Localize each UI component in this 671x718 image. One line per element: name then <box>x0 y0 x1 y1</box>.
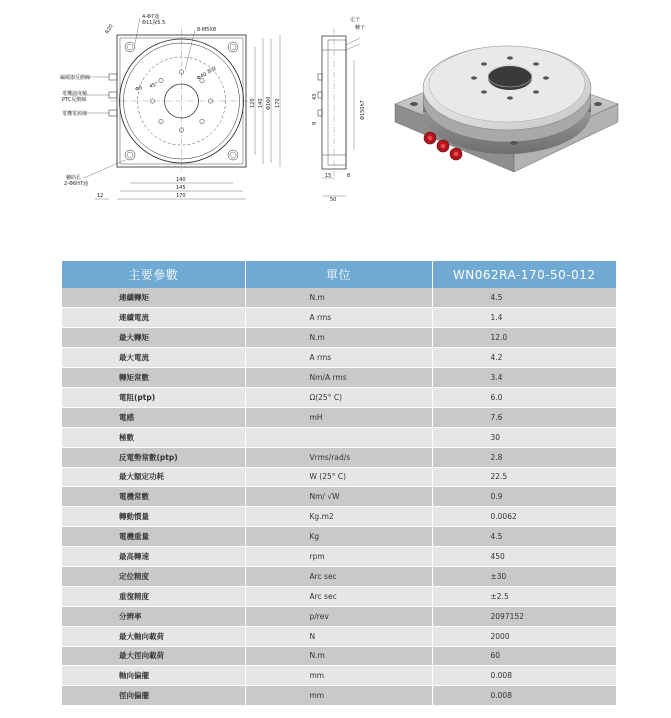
value-cell: 0.008 <box>432 666 616 686</box>
unit-cell: mm <box>245 686 432 706</box>
table-row <box>62 487 616 507</box>
param-cell: 反電勢常數(ptp) <box>62 447 245 467</box>
param-cell: 軸向偏擺 <box>62 666 245 686</box>
unit-cell: N.m <box>245 646 432 666</box>
drawing-dim-v170: 170 <box>275 98 281 108</box>
table-row <box>62 527 616 547</box>
drawing-dim-145: 145 <box>176 185 186 191</box>
value-cell: 2.8 <box>432 447 616 467</box>
param-cell: 連續電流 <box>62 308 245 328</box>
unit-cell: Kg <box>245 527 432 547</box>
param-cell: 電阻(ptp) <box>62 387 245 407</box>
unit-cell: A rms <box>245 348 432 368</box>
param-cell: 轉矩常數 <box>62 368 245 388</box>
drawing-dia-small-label: Φ5 <box>134 84 144 93</box>
drawing-pcd-label: Φ40 貫穿 <box>196 65 218 82</box>
spec-table-body <box>62 288 616 706</box>
unit-cell: Vrms/rad/s <box>245 447 432 467</box>
unit-cell: mm <box>245 666 432 686</box>
param-cell: 電感 <box>62 407 245 427</box>
table-row <box>62 467 616 487</box>
table-row <box>62 547 616 567</box>
drawing-hole-label: 4-Φ7通 <box>142 14 160 20</box>
value-cell: 2000 <box>432 626 616 646</box>
table-row <box>62 447 616 467</box>
unit-cell: p/rev <box>245 606 432 626</box>
param-cell: 徑向偏擺 <box>62 686 245 706</box>
unit-cell: N.m <box>245 288 432 308</box>
value-cell: 3.4 <box>432 368 616 388</box>
header-model: WN062RA-170-50-012 <box>432 261 616 288</box>
table-row <box>62 387 616 407</box>
unit-cell: W (25° C) <box>245 467 432 487</box>
value-cell: 12.0 <box>432 328 616 348</box>
param-cell: 最大軸向載荷 <box>62 626 245 646</box>
drawing-angle-45-label: 45° <box>148 81 160 90</box>
unit-cell: Nm/ √W <box>245 487 432 507</box>
value-cell: 6.0 <box>432 387 616 407</box>
header-unit: 單位 <box>245 261 432 288</box>
header-param: 主要參數 <box>62 261 245 288</box>
unit-cell: Arc sec <box>245 586 432 606</box>
value-cell: 60 <box>432 646 616 666</box>
drawing-angle-label: R20 <box>104 23 115 35</box>
unit-cell: A rms <box>245 308 432 328</box>
side-dim-9: 9 <box>312 121 318 125</box>
drawing-hole-sub-label: Φ11深5.5 <box>142 20 166 26</box>
unit-cell: Ω(25° C) <box>245 387 432 407</box>
drawing-locate-hole-label-2: 2-Φ6H7通 <box>64 181 89 187</box>
spec-table <box>62 261 616 706</box>
unit-cell: mH <box>245 407 432 427</box>
drawing-dim-170: 170 <box>176 193 186 199</box>
table-row <box>62 288 616 308</box>
value-cell: 30 <box>432 427 616 447</box>
param-cell: 電機重量 <box>62 527 245 547</box>
unit-cell: N.m <box>245 328 432 348</box>
value-cell: 450 <box>432 547 616 567</box>
unit-cell: N <box>245 626 432 646</box>
unit-cell: Kg.m2 <box>245 507 432 527</box>
value-cell: 1.4 <box>432 308 616 328</box>
side-dim-50: 50 <box>330 197 337 203</box>
table-row <box>62 507 616 527</box>
value-cell: ±30 <box>432 566 616 586</box>
side-dim-dia: Φ150h7 <box>360 100 366 120</box>
drawing-ptc-label-1: 電機溫度檢 <box>62 91 88 97</box>
table-row <box>62 566 616 586</box>
technical-drawings <box>0 0 671 240</box>
table-row <box>62 368 616 388</box>
unit-cell <box>245 427 432 447</box>
value-cell: 22.5 <box>432 467 616 487</box>
unit-cell: Arc sec <box>245 566 432 586</box>
param-cell: 連續轉矩 <box>62 288 245 308</box>
table-row <box>62 646 616 666</box>
spec-table-header <box>62 261 616 288</box>
drawing-encoder-cable-label: 編碼器反饋線 <box>60 75 91 81</box>
table-row <box>62 427 616 447</box>
side-rotor-label: 定子 <box>350 17 361 23</box>
drawing-dim-v160: Φ160 <box>266 96 272 110</box>
value-cell: 0.008 <box>432 686 616 706</box>
value-cell: 4.5 <box>432 288 616 308</box>
table-row <box>62 348 616 368</box>
value-cell: 2097152 <box>432 606 616 626</box>
side-dim-15: 15 <box>325 173 332 179</box>
param-cell: 最大轉矩 <box>62 328 245 348</box>
param-cell: 電機常數 <box>62 487 245 507</box>
drawing-dim-140: 140 <box>176 177 186 183</box>
product-render-image <box>390 0 630 200</box>
table-row <box>62 606 616 626</box>
param-cell: 轉動慣量 <box>62 507 245 527</box>
value-cell: 4.2 <box>432 348 616 368</box>
value-cell: ±2.5 <box>432 586 616 606</box>
table-row <box>62 686 616 706</box>
param-cell: 最大電流 <box>62 348 245 368</box>
param-cell: 定位精度 <box>62 566 245 586</box>
value-cell: 4.5 <box>432 527 616 547</box>
unit-cell: Nm/A rms <box>245 368 432 388</box>
front-view-drawing <box>0 0 300 215</box>
drawing-locate-hole-label-1: 輔助孔 <box>66 175 82 181</box>
table-row <box>62 666 616 686</box>
table-row <box>62 328 616 348</box>
param-cell: 重復精度 <box>62 586 245 606</box>
side-view-drawing <box>300 0 390 215</box>
side-dim-43: 43 <box>312 93 318 100</box>
value-cell: 0.9 <box>432 487 616 507</box>
side-dim-8: 8 <box>347 173 351 179</box>
table-row <box>62 407 616 427</box>
param-cell: 最大額定功耗 <box>62 467 245 487</box>
param-cell: 最大徑向載荷 <box>62 646 245 666</box>
table-row <box>62 308 616 328</box>
param-cell: 分辨率 <box>62 606 245 626</box>
param-cell: 最高轉速 <box>62 547 245 567</box>
param-cell: 極數 <box>62 427 245 447</box>
table-row <box>62 586 616 606</box>
drawing-thread-label: 8-M5X8 <box>197 27 217 33</box>
drawing-motor-cable-label: 電機電源線 <box>62 111 88 117</box>
value-cell: 7.6 <box>432 407 616 427</box>
value-cell: 0.0062 <box>432 507 616 527</box>
drawing-dim-v140: 140 <box>258 98 264 108</box>
table-row <box>62 626 616 646</box>
drawing-dim-12: 12 <box>97 193 104 199</box>
drawing-dim-v120: 120 <box>250 98 256 108</box>
side-stator-label: 轉子 <box>355 25 366 31</box>
drawing-ptc-label-2: PTC反饋線 <box>62 97 87 103</box>
unit-cell: rpm <box>245 547 432 567</box>
